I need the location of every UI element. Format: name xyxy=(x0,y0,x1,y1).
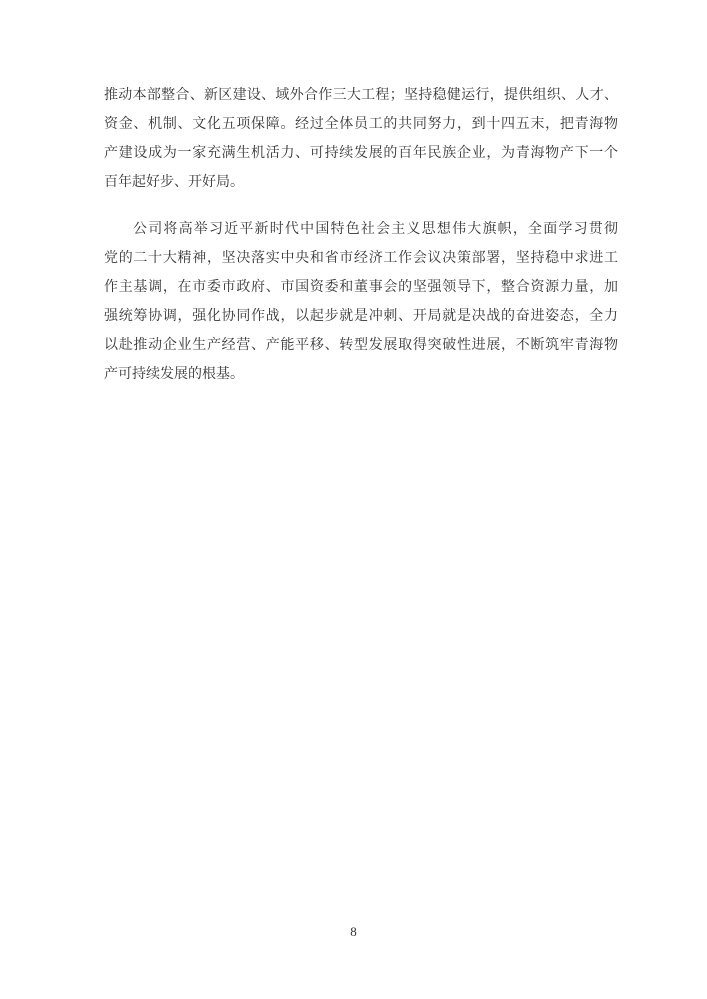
text-line: 推动本部整合、新区建设、域外合作三大工程；坚持稳健运行，提供组织、人才、 xyxy=(104,88,618,103)
page-body-text xyxy=(104,81,618,389)
text-line: 以赴推动企业生产经营、产能平移、转型发展取得突破性进展，不断筑牢青海物 xyxy=(104,338,618,353)
text-line: 强统筹协调，强化协同作战，以起步就是冲刺、开局就是决战的奋进姿态，全力 xyxy=(104,309,618,324)
text-line: 党的二十大精神，坚决落实中央和省市经济工作会议决策部署，坚持稳中求进工 xyxy=(104,251,618,266)
text-line: 产建设成为一家充满生机活力、可持续发展的百年民族企业，为青海物产下一个 xyxy=(104,146,618,161)
text-line: 产可持续发展的根基。 xyxy=(104,367,244,382)
paragraph-1 xyxy=(104,81,618,197)
paragraph-2 xyxy=(104,215,618,389)
text-line: 资金、机制、文化五项保障。经过全体员工的共同努力，到十四五末，把青海物 xyxy=(104,117,618,132)
text-line: 百年起好步、开好局。 xyxy=(104,175,244,190)
page-footer xyxy=(0,923,707,941)
text-line: 公司将高举习近平新时代中国特色社会主义思想伟大旗帜，全面学习贯彻 xyxy=(133,222,618,237)
text-line: 作主基调，在市委市政府、市国资委和董事会的坚强领导下，整合资源力量，加 xyxy=(104,280,618,295)
page-number: 8 xyxy=(350,924,357,939)
